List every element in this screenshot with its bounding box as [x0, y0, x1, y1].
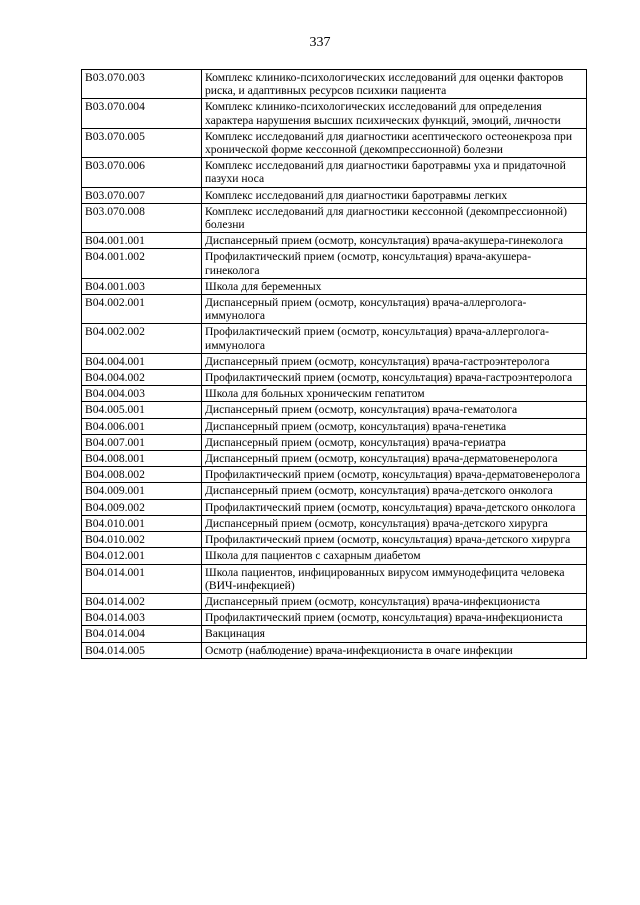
service-name: Комплекс клинико-психологических исследований для определения характера нарушения высших психических функций, эмоций, личности: [202, 99, 587, 128]
page-number: 337: [309, 35, 331, 50]
service-name: Осмотр (наблюдение) врача-инфекциониста в очаге инфекции: [202, 642, 587, 658]
service-name: Диспансерный прием (осмотр, консультация) врача-инфекциониста: [202, 593, 587, 609]
table-row: [82, 295, 587, 324]
service-code: В04.014.002: [82, 593, 202, 609]
service-code: В04.010.002: [82, 532, 202, 548]
table-row: [82, 70, 587, 99]
service-name: Диспансерный прием (осмотр, консультация) врача-акушера-гинеколога: [202, 233, 587, 249]
table-body: [82, 70, 587, 659]
service-code: В03.070.003: [82, 70, 202, 99]
table-row: [82, 610, 587, 626]
service-name: Диспансерный прием (осмотр, консультация) врача-гериатра: [202, 434, 587, 450]
service-code: В04.014.005: [82, 642, 202, 658]
service-code: В03.070.005: [82, 128, 202, 157]
table-row: [82, 548, 587, 564]
table-row: [82, 467, 587, 483]
service-code: В04.004.002: [82, 370, 202, 386]
service-name: Профилактический прием (осмотр, консультация) врача-дерматовенеролога: [202, 467, 587, 483]
service-name: Школа для больных хроническим гепатитом: [202, 386, 587, 402]
table-row: [82, 418, 587, 434]
service-name: Профилактический прием (осмотр, консультация) врача-детского хирурга: [202, 532, 587, 548]
table-row: [82, 626, 587, 642]
service-code: В04.014.003: [82, 610, 202, 626]
service-name: Диспансерный прием (осмотр, консультация) врача-гастроэнтеролога: [202, 353, 587, 369]
service-code: В04.001.002: [82, 249, 202, 278]
service-name: Комплекс исследований для диагностики асептического остеонекроза при хронической форме кессонной (декомпрессионной) болезни: [202, 128, 587, 157]
service-name: Школа для пациентов с сахарным диабетом: [202, 548, 587, 564]
service-name: Комплекс исследований для диагностики кессонной (декомпрессионной) болезни: [202, 203, 587, 232]
service-name: Профилактический прием (осмотр, консультация) врача-акушера-гинеколога: [202, 249, 587, 278]
service-code: В04.005.001: [82, 402, 202, 418]
service-code: В04.004.003: [82, 386, 202, 402]
table-row: [82, 158, 587, 187]
table-row: [82, 451, 587, 467]
service-code: В04.009.001: [82, 483, 202, 499]
service-code: В04.002.002: [82, 324, 202, 353]
service-code: В03.070.007: [82, 187, 202, 203]
table-row: [82, 564, 587, 593]
table-row: [82, 515, 587, 531]
table-row: [82, 642, 587, 658]
service-code: В04.008.001: [82, 451, 202, 467]
table-row: [82, 434, 587, 450]
service-name: Диспансерный прием (осмотр, консультация) врача-дерматовенеролога: [202, 451, 587, 467]
table-row: [82, 203, 587, 232]
table-row: [82, 483, 587, 499]
service-code: В03.070.006: [82, 158, 202, 187]
service-name: Школа пациентов, инфицированных вирусом иммунодефицита человека (ВИЧ-инфекцией): [202, 564, 587, 593]
service-code: В04.001.001: [82, 233, 202, 249]
service-name: Профилактический прием (осмотр, консультация) врача-гастроэнтеролога: [202, 370, 587, 386]
service-name: Профилактический прием (осмотр, консультация) врача-аллерголога-иммунолога: [202, 324, 587, 353]
table-row: [82, 99, 587, 128]
service-code: В04.014.004: [82, 626, 202, 642]
service-name: Диспансерный прием (осмотр, консультация) врача-генетика: [202, 418, 587, 434]
table-row: [82, 128, 587, 157]
table-row: [82, 532, 587, 548]
service-name: Профилактический прием (осмотр, консультация) врача-детского онколога: [202, 499, 587, 515]
table-row: [82, 499, 587, 515]
service-name: Вакцинация: [202, 626, 587, 642]
table-row: [82, 370, 587, 386]
service-code: В04.006.001: [82, 418, 202, 434]
service-name: Школа для беременных: [202, 278, 587, 294]
table-row: [82, 249, 587, 278]
service-name: Комплекс исследований для диагностики баротравмы легких: [202, 187, 587, 203]
service-code: В04.002.001: [82, 295, 202, 324]
services-table: [81, 69, 587, 659]
service-name: Диспансерный прием (осмотр, консультация) врача-детского хирурга: [202, 515, 587, 531]
table-row: [82, 278, 587, 294]
service-name: Комплекс исследований для диагностики баротравмы уха и придаточной пазухи носа: [202, 158, 587, 187]
table-row: [82, 187, 587, 203]
table-row: [82, 593, 587, 609]
service-code: В04.014.001: [82, 564, 202, 593]
table-row: [82, 324, 587, 353]
service-code: В03.070.008: [82, 203, 202, 232]
service-code: В04.007.001: [82, 434, 202, 450]
service-code: В04.010.001: [82, 515, 202, 531]
service-name: Профилактический прием (осмотр, консультация) врача-инфекциониста: [202, 610, 587, 626]
service-name: Комплекс клинико-психологических исследований для оценки факторов риска, и адаптивных ресурсов психики пациента: [202, 70, 587, 99]
table-row: [82, 353, 587, 369]
service-code: В04.008.002: [82, 467, 202, 483]
service-code: В04.012.001: [82, 548, 202, 564]
service-code: В04.001.003: [82, 278, 202, 294]
table-row: [82, 233, 587, 249]
service-code: В03.070.004: [82, 99, 202, 128]
service-name: Диспансерный прием (осмотр, консультация) врача-детского онколога: [202, 483, 587, 499]
table-row: [82, 386, 587, 402]
service-code: В04.004.001: [82, 353, 202, 369]
service-code: В04.009.002: [82, 499, 202, 515]
service-name: Диспансерный прием (осмотр, консультация) врача-гематолога: [202, 402, 587, 418]
table-row: [82, 402, 587, 418]
service-name: Диспансерный прием (осмотр, консультация) врача-аллерголога-иммунолога: [202, 295, 587, 324]
